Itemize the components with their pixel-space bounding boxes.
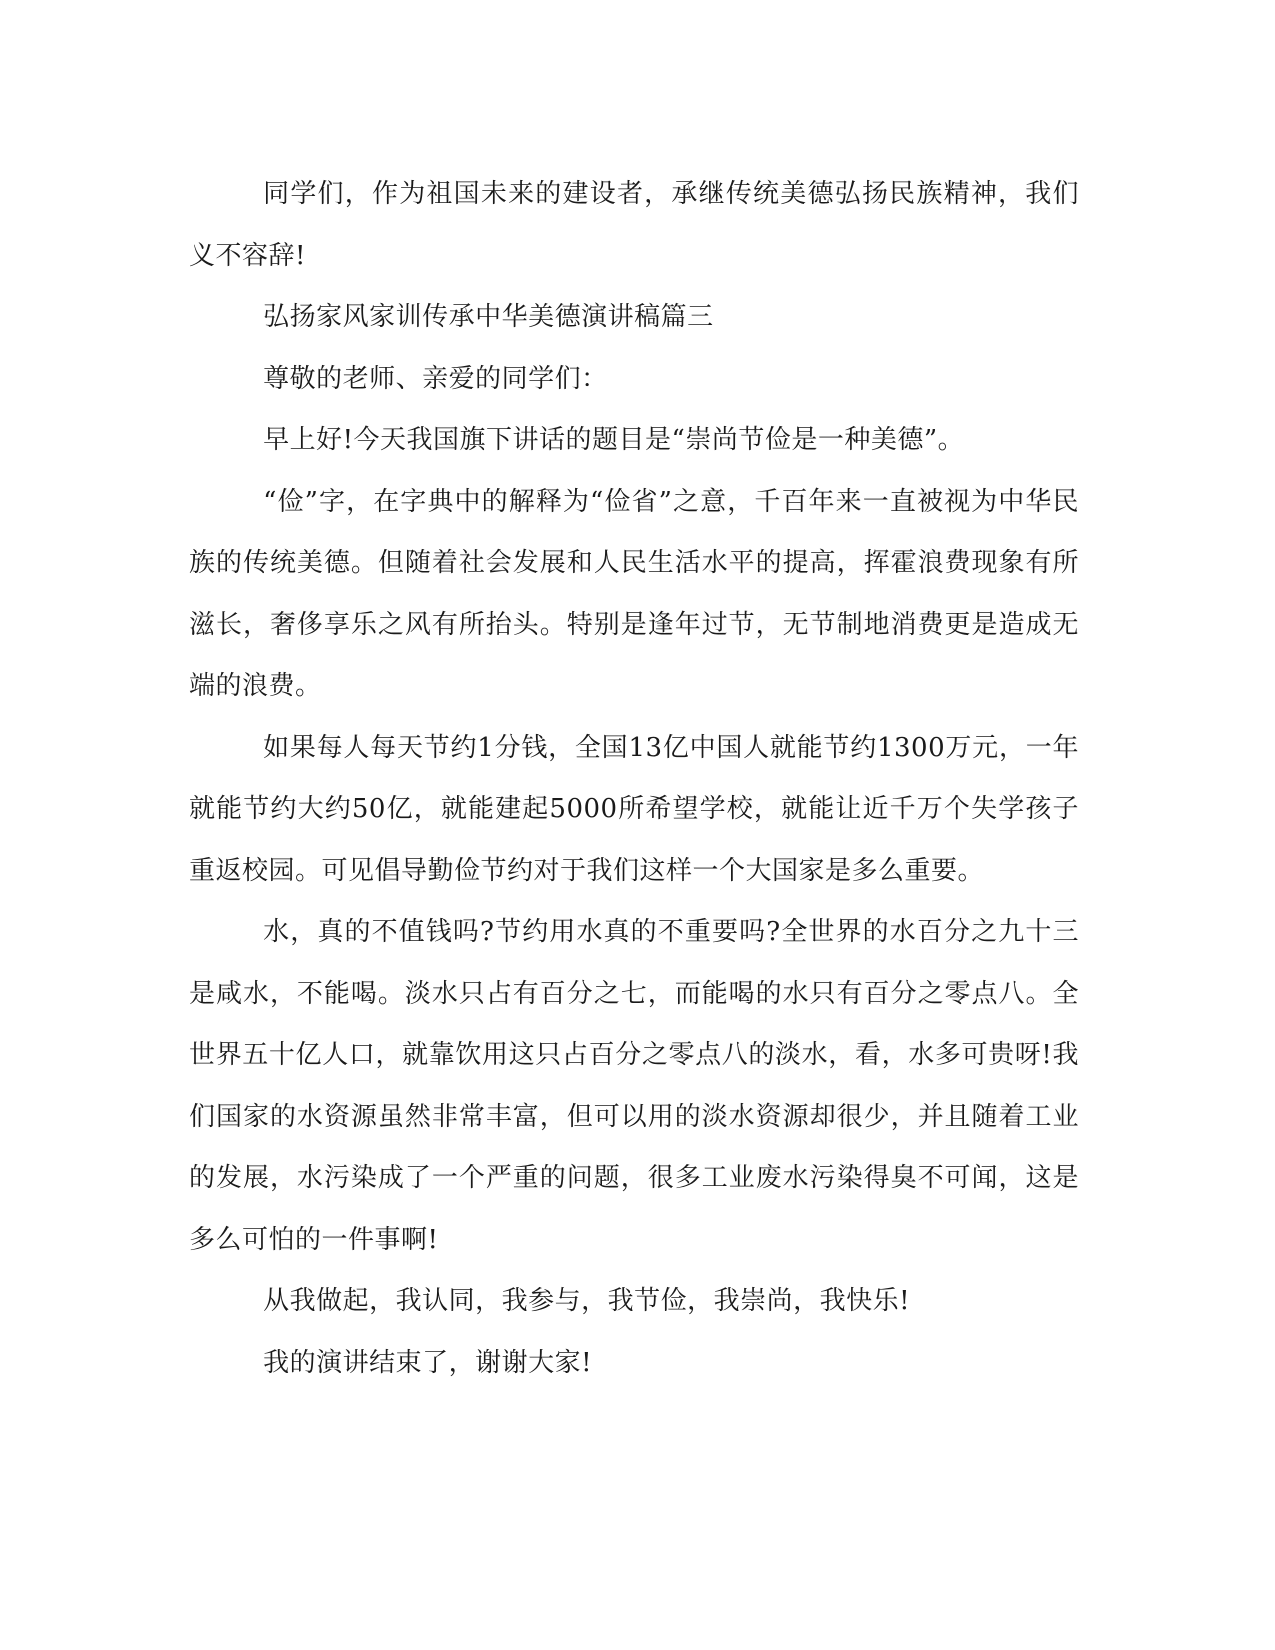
paragraph-greeting: 早上好!今天我国旗下讲话的题目是“崇尚节俭是一种美德”。	[263, 425, 965, 455]
paragraph-conclusion-previous: 同学们，作为祖国未来的建设者，承继传统美德弘扬民族精神，我们义不容辞!	[189, 179, 1079, 271]
section-heading: 弘扬家风家训传承中华美德演讲稿篇三	[263, 302, 714, 332]
paragraph-frugality-definition: “俭”字，在字典中的解释为“俭省”之意，千百年来一直被视为中华民族的传统美德。但随着社会发展和人民生活水平的提高，挥霍浪费现象有所滋长，奢侈享乐之风有所抬头。特别是逢年过节，无节制地消费更是造成无端的浪费。	[189, 486, 1079, 701]
paragraph-water: 水，真的不值钱吗?节约用水真的不重要吗?全世界的水百分之九十三是咸水，不能喝。淡水只占有百分之七，而能喝的水只有百分之零点八。全世界五十亿人口，就靠饮用这只占百分之零点八的淡水，看，水多可贵呀!我们国家的水资源虽然非常丰富，但可以用的淡水资源却很少，并且随着工业的发展，水污染成了一个严重的问题，很多工业废水污染得臭不可闻，这是多么可怕的一件事啊!	[189, 917, 1079, 1255]
salutation: 尊敬的老师、亲爱的同学们：	[263, 363, 608, 394]
paragraph-call-to-action: 从我做起，我认同，我参与，我节俭，我崇尚，我快乐!	[263, 1286, 911, 1316]
paragraph-saving-example: 如果每人每天节约1分钱，全国13亿中国人就能节约1300万元，一年就能节约大约50亿，就能建起5000所希望学校，就能让近千万个失学孩子重返校园。可见倡导勤俭节约对于我们这样一个大国家是多么重要。	[189, 732, 1079, 886]
paragraph-closing: 我的演讲结束了，谢谢大家!	[263, 1347, 593, 1378]
document-body	[189, 164, 1079, 1394]
